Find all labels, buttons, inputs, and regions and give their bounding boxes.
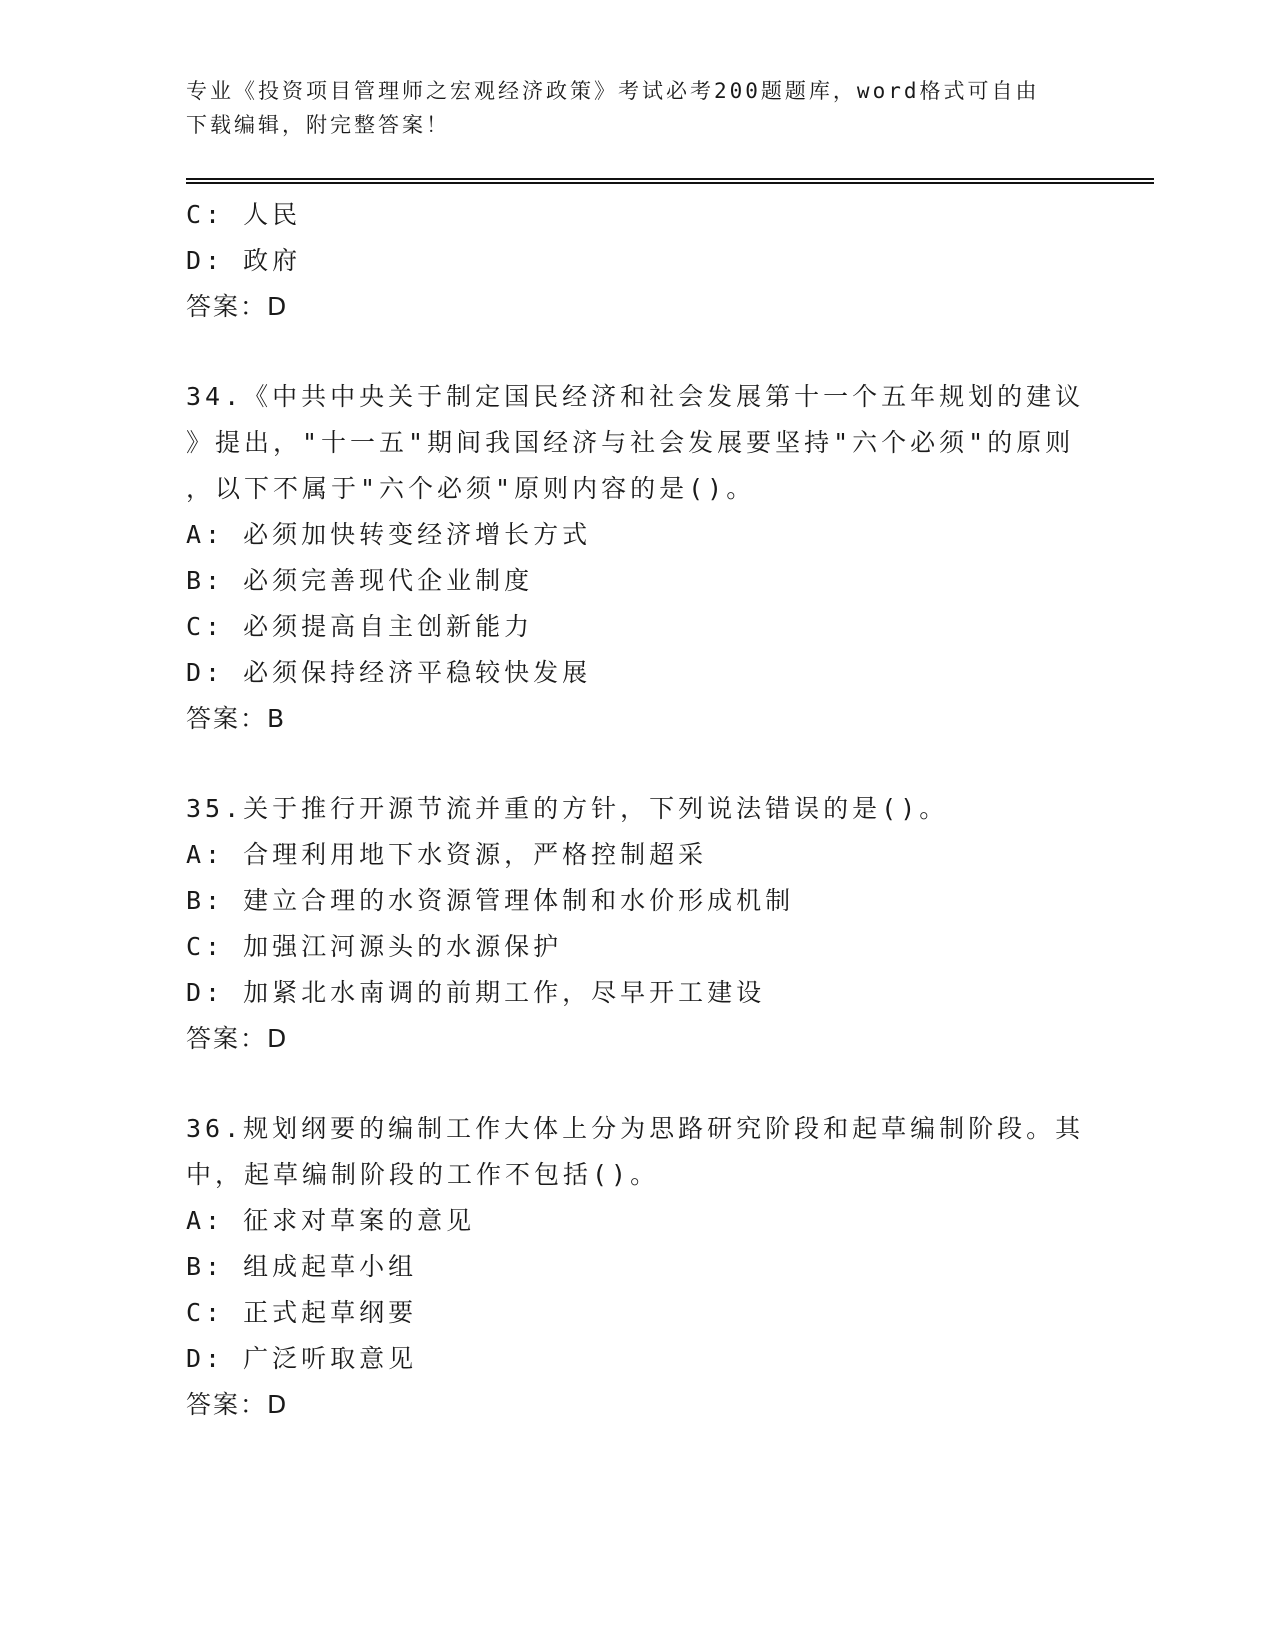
option-b: B: 组成起草小组 — [186, 1252, 418, 1281]
question-stem-line: 36.规划纲要的编制工作大体上分为思路研究阶段和起草编制阶段。其 — [186, 1114, 1085, 1143]
option-d: D: 加紧北水南调的前期工作，尽早开工建设 — [186, 978, 766, 1007]
header-line-2: 下载编辑，附完整答案！ — [186, 113, 450, 137]
spacer — [186, 742, 1086, 786]
header-divider-bottom — [186, 182, 1154, 184]
answer-line: 答案：B — [186, 704, 287, 733]
option-a: A: 必须加快转变经济增长方式 — [186, 520, 592, 549]
question-stem-line: ，以下不属于"六个必须"原则内容的是()。 — [186, 474, 756, 503]
option-c: C: 正式起草纲要 — [186, 1298, 418, 1327]
question-stem-line: 中，起草编制阶段的工作不包括()。 — [186, 1160, 660, 1189]
option-a: A: 征求对草案的意见 — [186, 1206, 476, 1235]
header-divider-top — [186, 178, 1154, 180]
question-stem-line: 35.关于推行开源节流并重的方针，下列说法错误的是()。 — [186, 794, 949, 823]
header-line-1: 专业《投资项目管理师之宏观经济政策》考试必考200题题库，word格式可自由 — [186, 79, 1040, 103]
question-list — [186, 192, 1086, 1428]
option-b: B: 必须完善现代企业制度 — [186, 566, 534, 595]
option-c: C: 加强江河源头的水源保护 — [186, 932, 563, 961]
question-36 — [186, 1106, 1086, 1428]
option-d: D: 广泛听取意见 — [186, 1344, 418, 1373]
option-c: C: 人民 — [186, 200, 302, 229]
option-c: C: 必须提高自主创新能力 — [186, 612, 534, 641]
answer-line: 答案：D — [186, 292, 289, 321]
spacer — [186, 1062, 1086, 1106]
answer-line: 答案：D — [186, 1024, 289, 1053]
option-d: D: 政府 — [186, 246, 302, 275]
option-d: D: 必须保持经济平稳较快发展 — [186, 658, 592, 687]
question-34 — [186, 374, 1086, 742]
question-stem-line: 》提出，"十一五"期间我国经济与社会发展要坚持"六个必须"的原则 — [186, 428, 1075, 457]
document-header — [186, 74, 1086, 142]
option-a: A: 合理利用地下水资源，严格控制超采 — [186, 840, 708, 869]
question-stem-line: 34.《中共中央关于制定国民经济和社会发展第十一个五年规划的建议 — [186, 382, 1085, 411]
answer-line: 答案：D — [186, 1390, 289, 1419]
previous-question-tail — [186, 192, 1086, 330]
question-35 — [186, 786, 1086, 1062]
option-b: B: 建立合理的水资源管理体制和水价形成机制 — [186, 886, 795, 915]
spacer — [186, 330, 1086, 374]
